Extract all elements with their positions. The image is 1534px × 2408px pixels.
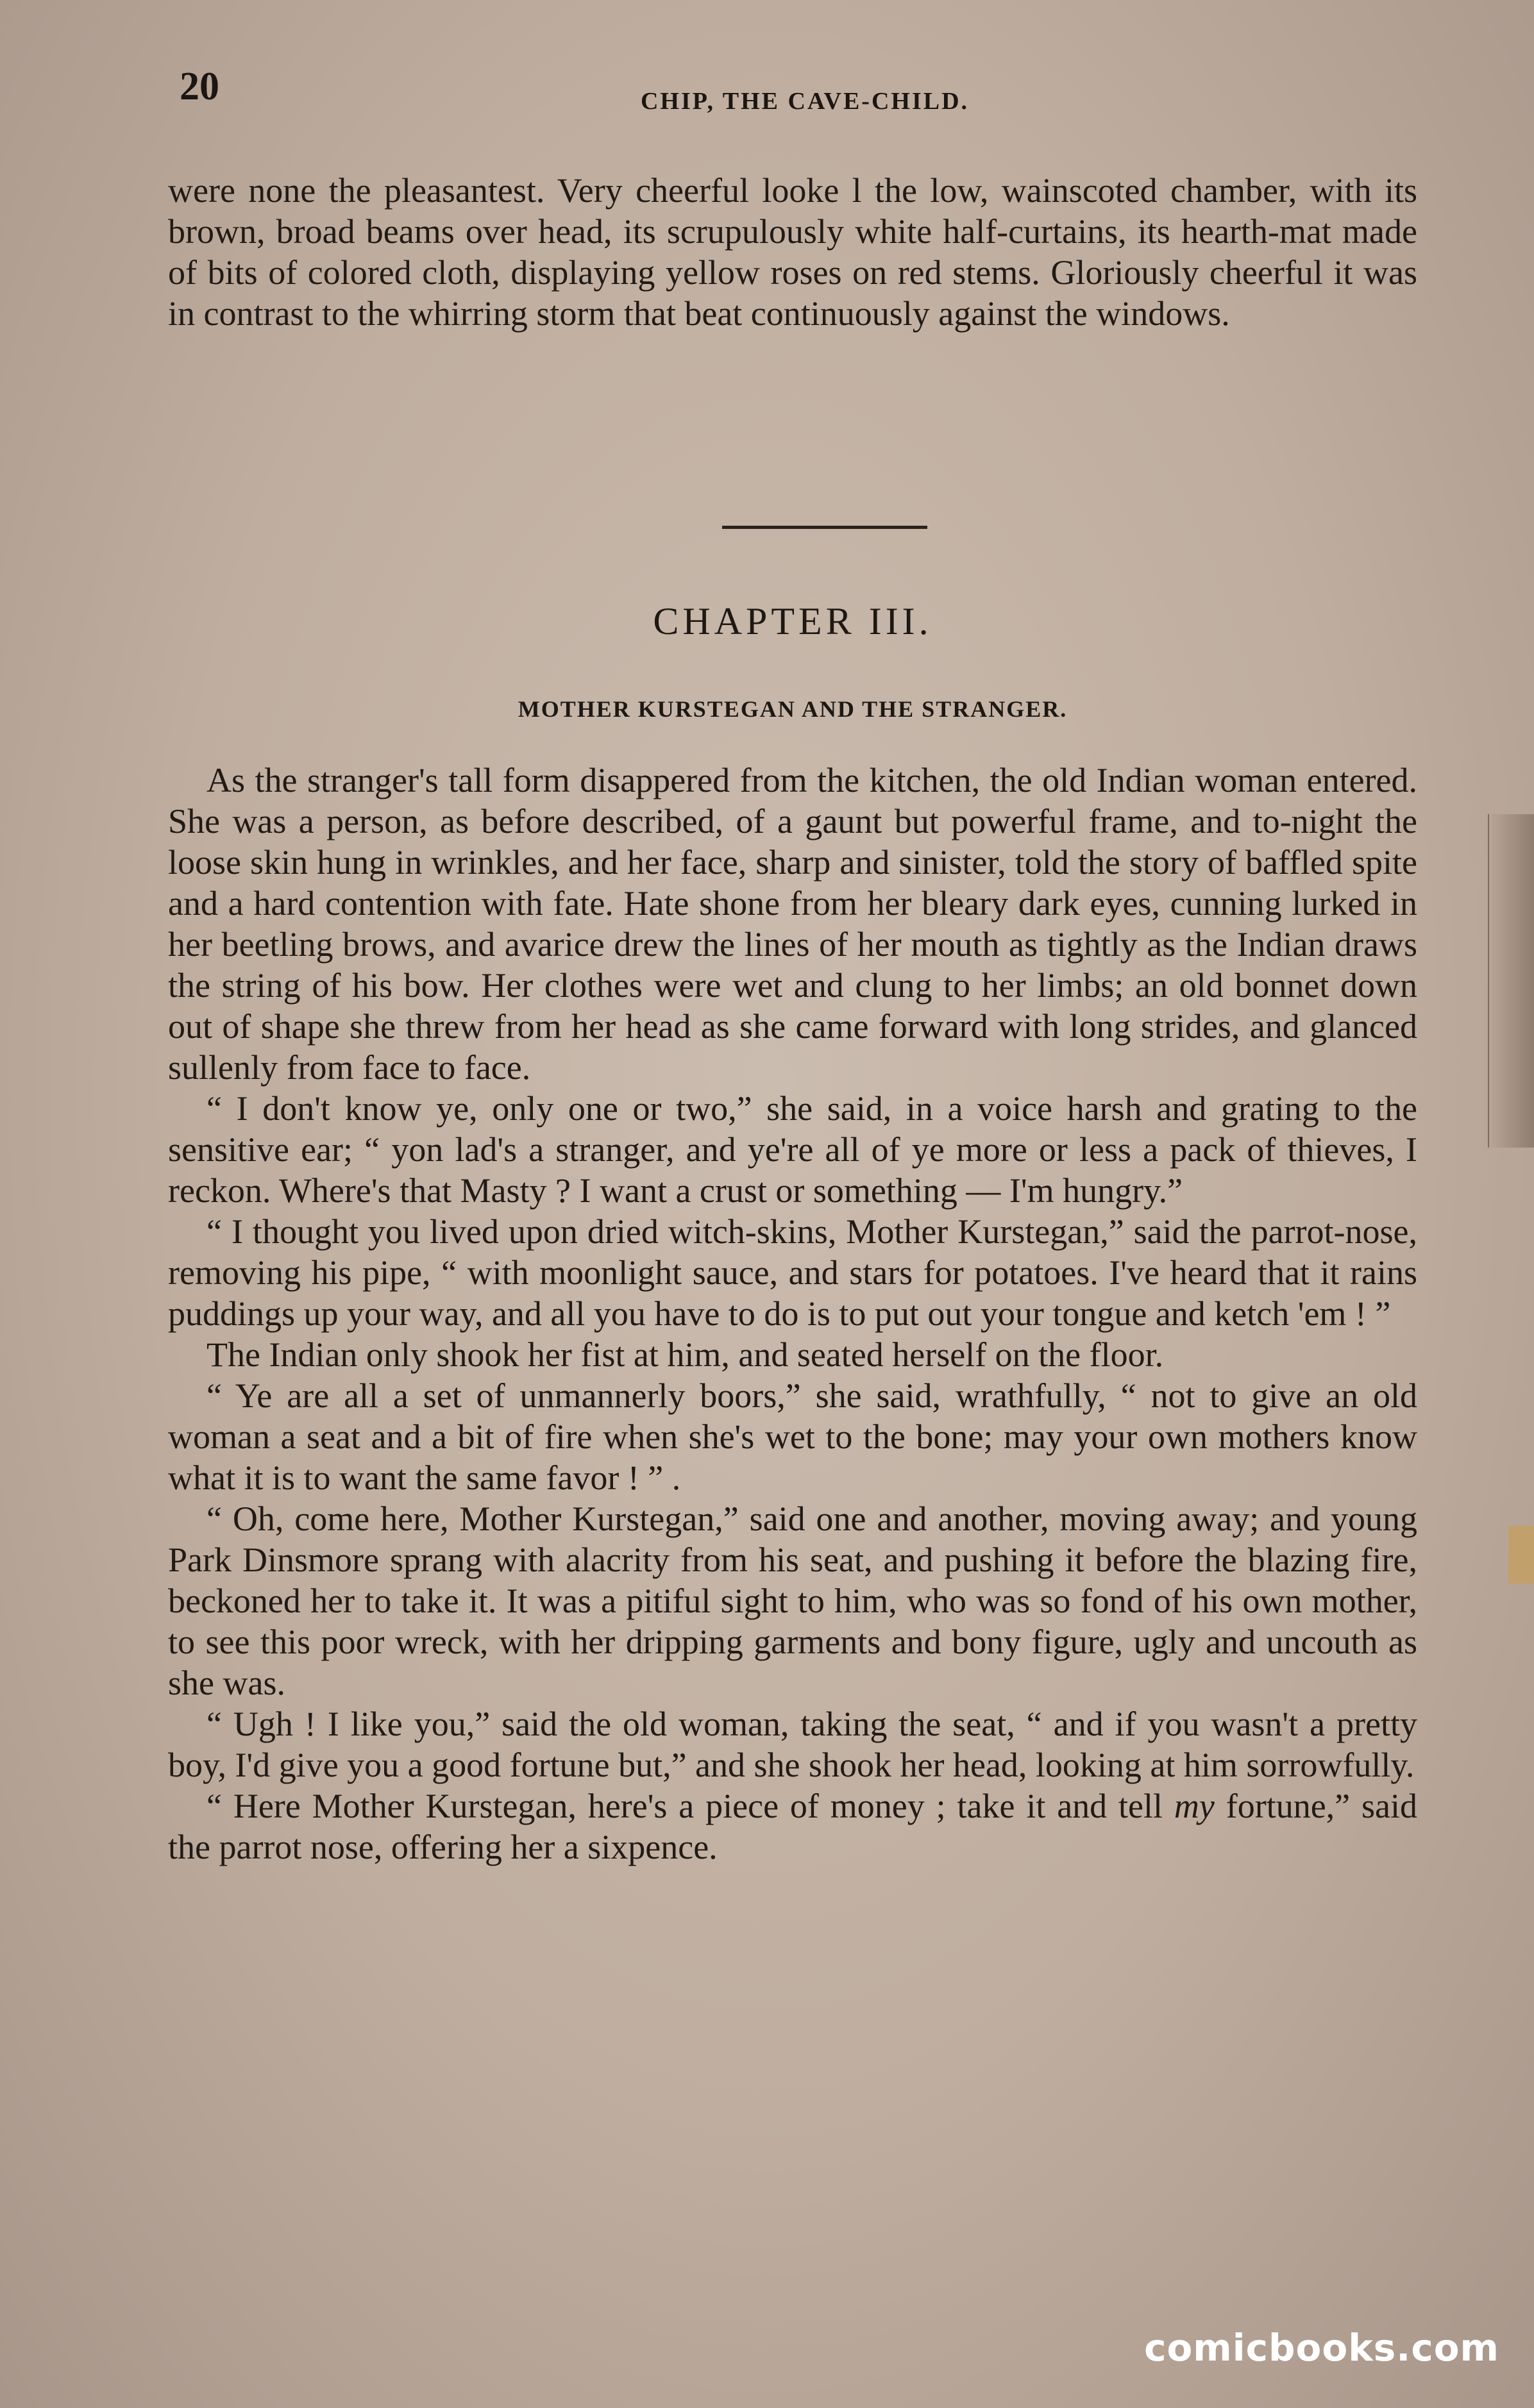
page-edge-stain xyxy=(1508,1526,1534,1584)
chapter-heading: CHAPTER III. xyxy=(653,600,932,642)
page-number: 20 xyxy=(180,65,219,108)
chapter-subtitle: MOTHER KURSTEGAN AND THE STRANGER. xyxy=(518,696,1068,722)
paragraph: “ I don't know ye, only one or two,” she said, in a voice harsh and grating to the sensitive ear; “ yon lad's a stranger, and ye're all of ye more or less a pack of thieves, I reckon. Where's that Masty ? I want a crust or something — I'm hungry.” xyxy=(168,1089,1417,1210)
paragraph: “ Oh, come here, Mother Kurstegan,” said one and another, moving away; and young Park Dinsmore sprang with alacrity from his seat, and pushing it before the blazing fire, beckoned her to take it. It was a pitiful sight to him, who was so fond of his own mother, to see this poor wreck, with her dripping garments and bony figure, ugly and uncouth as she was. xyxy=(168,1500,1417,1702)
section-rule xyxy=(722,526,927,529)
intro-text xyxy=(168,170,1417,334)
running-title: CHIP, THE CAVE-CHILD. xyxy=(640,88,970,115)
emphasized-word: my xyxy=(1174,1787,1215,1825)
intro-paragraph: were none the pleasantest. Very cheerful looke l the low, wainscoted chamber, with its brown, broad beams over head, its scrupulously white half-curtains, its hearth-mat made of bits of colored cloth, displaying yellow roses on red stems. Gloriously cheerful it was in contrast to the whirring storm that beat continuously against the windows. xyxy=(168,171,1417,333)
final-paragraph-start: “ Here Mother Kurstegan, here's a piece of money ; take it and tell xyxy=(206,1787,1174,1825)
paragraph: As the stranger's tall form disappered from the kitchen, the old Indian woman entered. She was a person, as before described, of a gaunt but powerful frame, and to-night the loose skin hung in wrinkles, and her face, sharp and sinister, told the story of baffled spite and a hard contention with fate. Hate shone from her bleary dark eyes, cunning lurked in her beetling brows, and avarice drew the lines of her mouth as tightly as the Indian draws the string of his bow. Her clothes were wet and clung to her limbs; an old bonnet down out of shape she threw from her head as she came forward with long strides, and glanced sullenly from face to face. xyxy=(168,761,1417,1087)
final-paragraph xyxy=(168,1785,1417,1868)
paragraph: “ I thought you lived upon dried witch-skins, Mother Kurstegan,” said the parrot-nose, removing his pipe, “ with moonlight sauce, and stars for potatoes. I've heard that it rains puddings up your way, and all you have to do is to put out your tongue and ketch 'em ! ” xyxy=(168,1212,1417,1333)
torn-edge xyxy=(1488,814,1534,1148)
chapter-body xyxy=(168,760,1417,1868)
final-paragraph-end: fortune,” said the parrot nose, offering her a sixpence. xyxy=(168,1787,1417,1866)
paragraph: The Indian only shook her fist at him, and seated herself on the floor. xyxy=(206,1335,1164,1374)
running-head xyxy=(180,64,1430,122)
site-watermark: comicbooks.com xyxy=(1144,2326,1499,2370)
paragraph: “ Ugh ! I like you,” said the old woman, taking the seat, “ and if you wasn't a pretty boy, I'd give you a good fortune but,” and she shook her head, looking at him sorrowfully. xyxy=(168,1705,1417,1784)
paragraph: “ Ye are all a set of unmannerly boors,” she said, wrathfully, “ not to give an old woman a seat and a bit of fire when she's wet to the bone; may your own mothers know what it is to want the same favor ! ” . xyxy=(168,1376,1417,1497)
